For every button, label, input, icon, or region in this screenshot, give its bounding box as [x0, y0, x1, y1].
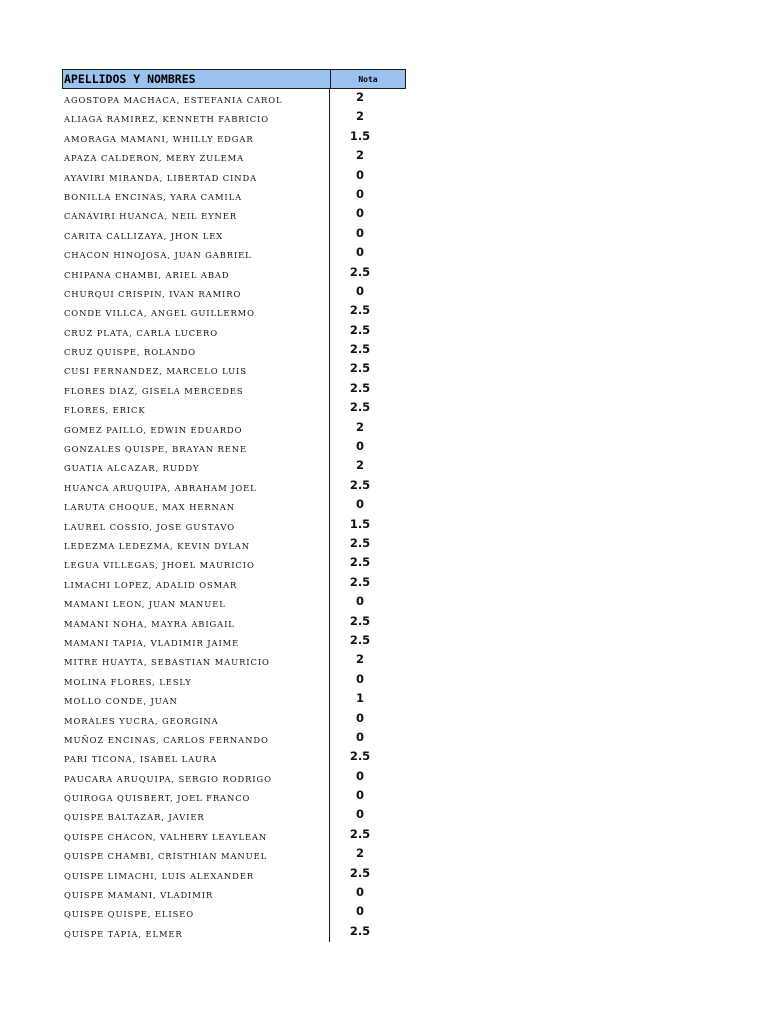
- table-row: [62, 205, 406, 224]
- student-name: AYAVIRI MIRANDA, LIBERTAD CINDA: [62, 167, 330, 186]
- student-grade: 2.5: [349, 361, 371, 376]
- table-row: [62, 516, 406, 535]
- table-row: [62, 768, 406, 787]
- header-names: APELLIDOS Y NOMBRES: [63, 70, 331, 88]
- table-body: [62, 89, 406, 942]
- student-grade: 2: [355, 846, 364, 861]
- student-grade: 0: [355, 710, 364, 725]
- table-row: [62, 903, 406, 922]
- student-grade: 2.5: [349, 613, 371, 628]
- student-grade: 0: [355, 206, 364, 221]
- table-row: [62, 380, 406, 399]
- student-name: CRUZ PLATA, CARLA LUCERO: [62, 322, 330, 341]
- table-row: [62, 613, 406, 632]
- table-row: [62, 826, 406, 845]
- student-grade: 0: [355, 245, 364, 260]
- table-row: [62, 651, 406, 670]
- student-grade: 0: [355, 788, 364, 803]
- header-grade: Nota: [358, 75, 378, 84]
- student-grade: 2.5: [349, 555, 371, 570]
- student-name: LAUREL COSSIO, JOSE GUSTAVO: [62, 516, 330, 535]
- student-grade: 0: [355, 768, 364, 783]
- student-name: CONDE VILLCA, ANGEL GUILLERMO: [62, 302, 330, 321]
- table-row: [62, 89, 406, 108]
- student-grade: 2.5: [349, 749, 371, 764]
- student-grade: 0: [355, 594, 364, 609]
- student-name: MAMANI LEON, JUAN MANUEL: [62, 593, 330, 612]
- table-row: [62, 923, 406, 942]
- student-name: PARI TICONA, ISABEL LAURA: [62, 748, 330, 767]
- student-grade: 2.5: [349, 303, 371, 318]
- student-grade: 1.5: [349, 516, 371, 531]
- student-grade: 2.5: [349, 535, 371, 550]
- student-grade: 2.5: [349, 400, 371, 415]
- table-row: [62, 264, 406, 283]
- student-grade: 0: [355, 671, 364, 686]
- student-name: MITRE HUAYTA, SEBASTIAN MAURICIO: [62, 651, 330, 670]
- student-name: CHACON HINOJOSA, JUAN GABRIEL: [62, 244, 330, 263]
- table-row: [62, 477, 406, 496]
- student-name: LARUTA CHOQUE, MAX HERNAN: [62, 496, 330, 515]
- table-row: [62, 399, 406, 418]
- table-row: [62, 748, 406, 767]
- table-row: [62, 593, 406, 612]
- student-grade: 0: [355, 186, 364, 201]
- student-grade: 2.5: [349, 574, 371, 589]
- table-row: [62, 729, 406, 748]
- student-grade: 0: [355, 885, 364, 900]
- table-row: [62, 865, 406, 884]
- student-name: GONZALES QUISPE, BRAYAN RENE: [62, 438, 330, 457]
- student-name: MOLINA FLORES, LESLY: [62, 671, 330, 690]
- student-grade: 0: [355, 225, 364, 240]
- student-name: MAMANI TAPIA, VLADIMIR JAIME: [62, 632, 330, 651]
- student-name: QUISPE CHAMBI, CRISTHIAN MANUEL: [62, 845, 330, 864]
- student-name: LIMACHI LOPEZ, ADALID OSMAR: [62, 574, 330, 593]
- student-name: CUSI FERNANDEZ, MARCELO LUIS: [62, 360, 330, 379]
- student-grade: 2.5: [349, 322, 371, 337]
- table-row: [62, 574, 406, 593]
- table-row: [62, 438, 406, 457]
- student-name: BONILLA ENCINAS, YARA CAMILA: [62, 186, 330, 205]
- table-row: [62, 690, 406, 709]
- student-grade: 2.5: [349, 477, 371, 492]
- grades-table: [62, 69, 406, 942]
- student-grade: 0: [355, 167, 364, 182]
- student-grade: 2.5: [349, 826, 371, 841]
- student-grade: 2.5: [349, 632, 371, 647]
- table-row: [62, 225, 406, 244]
- table-header: [62, 69, 406, 89]
- table-row: [62, 186, 406, 205]
- student-name: GUATIA ALCAZAR, RUDDY: [62, 457, 330, 476]
- table-row: [62, 632, 406, 651]
- student-name: GOMEZ PAILLO, EDWIN EDUARDO: [62, 419, 330, 438]
- table-row: [62, 341, 406, 360]
- table-row: [62, 806, 406, 825]
- table-row: [62, 671, 406, 690]
- table-row: [62, 535, 406, 554]
- student-name: QUISPE CHACON, VALHERY LEAYLEAN: [62, 826, 330, 845]
- student-grade: 1: [355, 691, 364, 706]
- table-row: [62, 496, 406, 515]
- student-name: FLORES DIAZ, GISELA MERCEDES: [62, 380, 330, 399]
- student-name: ALIAGA RAMIREZ, KENNETH FABRICIO: [62, 108, 330, 127]
- table-row: [62, 457, 406, 476]
- student-name: QUISPE BALTAZAR, JAVIER: [62, 806, 330, 825]
- student-grade: 2.5: [349, 264, 371, 279]
- student-grade: 0: [355, 283, 364, 298]
- student-name: APAZA CALDERON, MERY ZULEMA: [62, 147, 330, 166]
- student-name: MORALES YUCRA, GEORGINA: [62, 710, 330, 729]
- student-name: CHURQUI CRISPIN, IVAN RAMIRO: [62, 283, 330, 302]
- student-grade: 2: [355, 419, 364, 434]
- student-name: HUANCA ARUQUIPA, ABRAHAM JOEL: [62, 477, 330, 496]
- student-name: FLORES, ERICK: [62, 399, 330, 418]
- table-row: [62, 283, 406, 302]
- student-grade: 0: [355, 904, 364, 919]
- student-grade: 2.5: [349, 923, 371, 938]
- student-name: LEGUA VILLEGAS, JHOEL MAURICIO: [62, 554, 330, 573]
- student-name: LEDEZMA LEDEZMA, KEVIN DYLAN: [62, 535, 330, 554]
- table-row: [62, 710, 406, 729]
- table-row: [62, 360, 406, 379]
- student-name: QUISPE TAPIA, ELMER: [62, 923, 330, 942]
- student-name: PAUCARA ARUQUIPA, SERGIO RODRIGO: [62, 768, 330, 787]
- student-grade: 2.5: [349, 380, 371, 395]
- student-grade: 2: [355, 90, 364, 104]
- student-name: AGOSTOPA MACHACA, ESTEFANIA CAROL: [62, 89, 330, 108]
- student-name: QUISPE LIMACHI, LUIS ALEXANDER: [62, 865, 330, 884]
- student-grade: 2: [355, 458, 364, 473]
- table-row: [62, 108, 406, 127]
- table-row: [62, 845, 406, 864]
- student-grade: 2: [355, 652, 364, 667]
- student-name: QUISPE QUISPE, ELISEO: [62, 903, 330, 922]
- table-row: [62, 302, 406, 321]
- student-name: MAMANI NOHA, MAYRA ABIGAIL: [62, 613, 330, 632]
- student-name: QUISPE MAMANI, VLADIMIR: [62, 884, 330, 903]
- student-grade: 2.5: [349, 865, 371, 880]
- table-row: [62, 554, 406, 573]
- table-row: [62, 128, 406, 147]
- table-row: [62, 322, 406, 341]
- table-row: [62, 787, 406, 806]
- student-grade: 2: [355, 109, 364, 124]
- table-row: [62, 244, 406, 263]
- student-grade: 2: [355, 148, 364, 163]
- student-grade: 0: [355, 807, 364, 822]
- table-row: [62, 419, 406, 438]
- table-row: [62, 884, 406, 903]
- student-name: MUÑOZ ENCINAS, CARLOS FERNANDO: [62, 729, 330, 748]
- student-name: CHIPANA CHAMBI, ARIEL ABAD: [62, 264, 330, 283]
- student-name: CANAVIRI HUANCA, NEIL EYNER: [62, 205, 330, 224]
- student-name: CRUZ QUISPE, ROLANDO: [62, 341, 330, 360]
- student-grade: 2.5: [349, 342, 371, 357]
- student-grade: 0: [355, 729, 364, 744]
- student-name: MOLLO CONDE, JUAN: [62, 690, 330, 709]
- student-grade: 0: [355, 497, 364, 512]
- student-name: AMORAGA MAMANI, WHILLY EDGAR: [62, 128, 330, 147]
- table-row: [62, 167, 406, 186]
- student-name: QUIROGA QUISBERT, JOEL FRANCO: [62, 787, 330, 806]
- student-grade: 0: [355, 439, 364, 454]
- table-row: [62, 147, 406, 166]
- student-name: CARITA CALLIZAYA, JHON LEX: [62, 225, 330, 244]
- student-grade: 1.5: [349, 128, 371, 143]
